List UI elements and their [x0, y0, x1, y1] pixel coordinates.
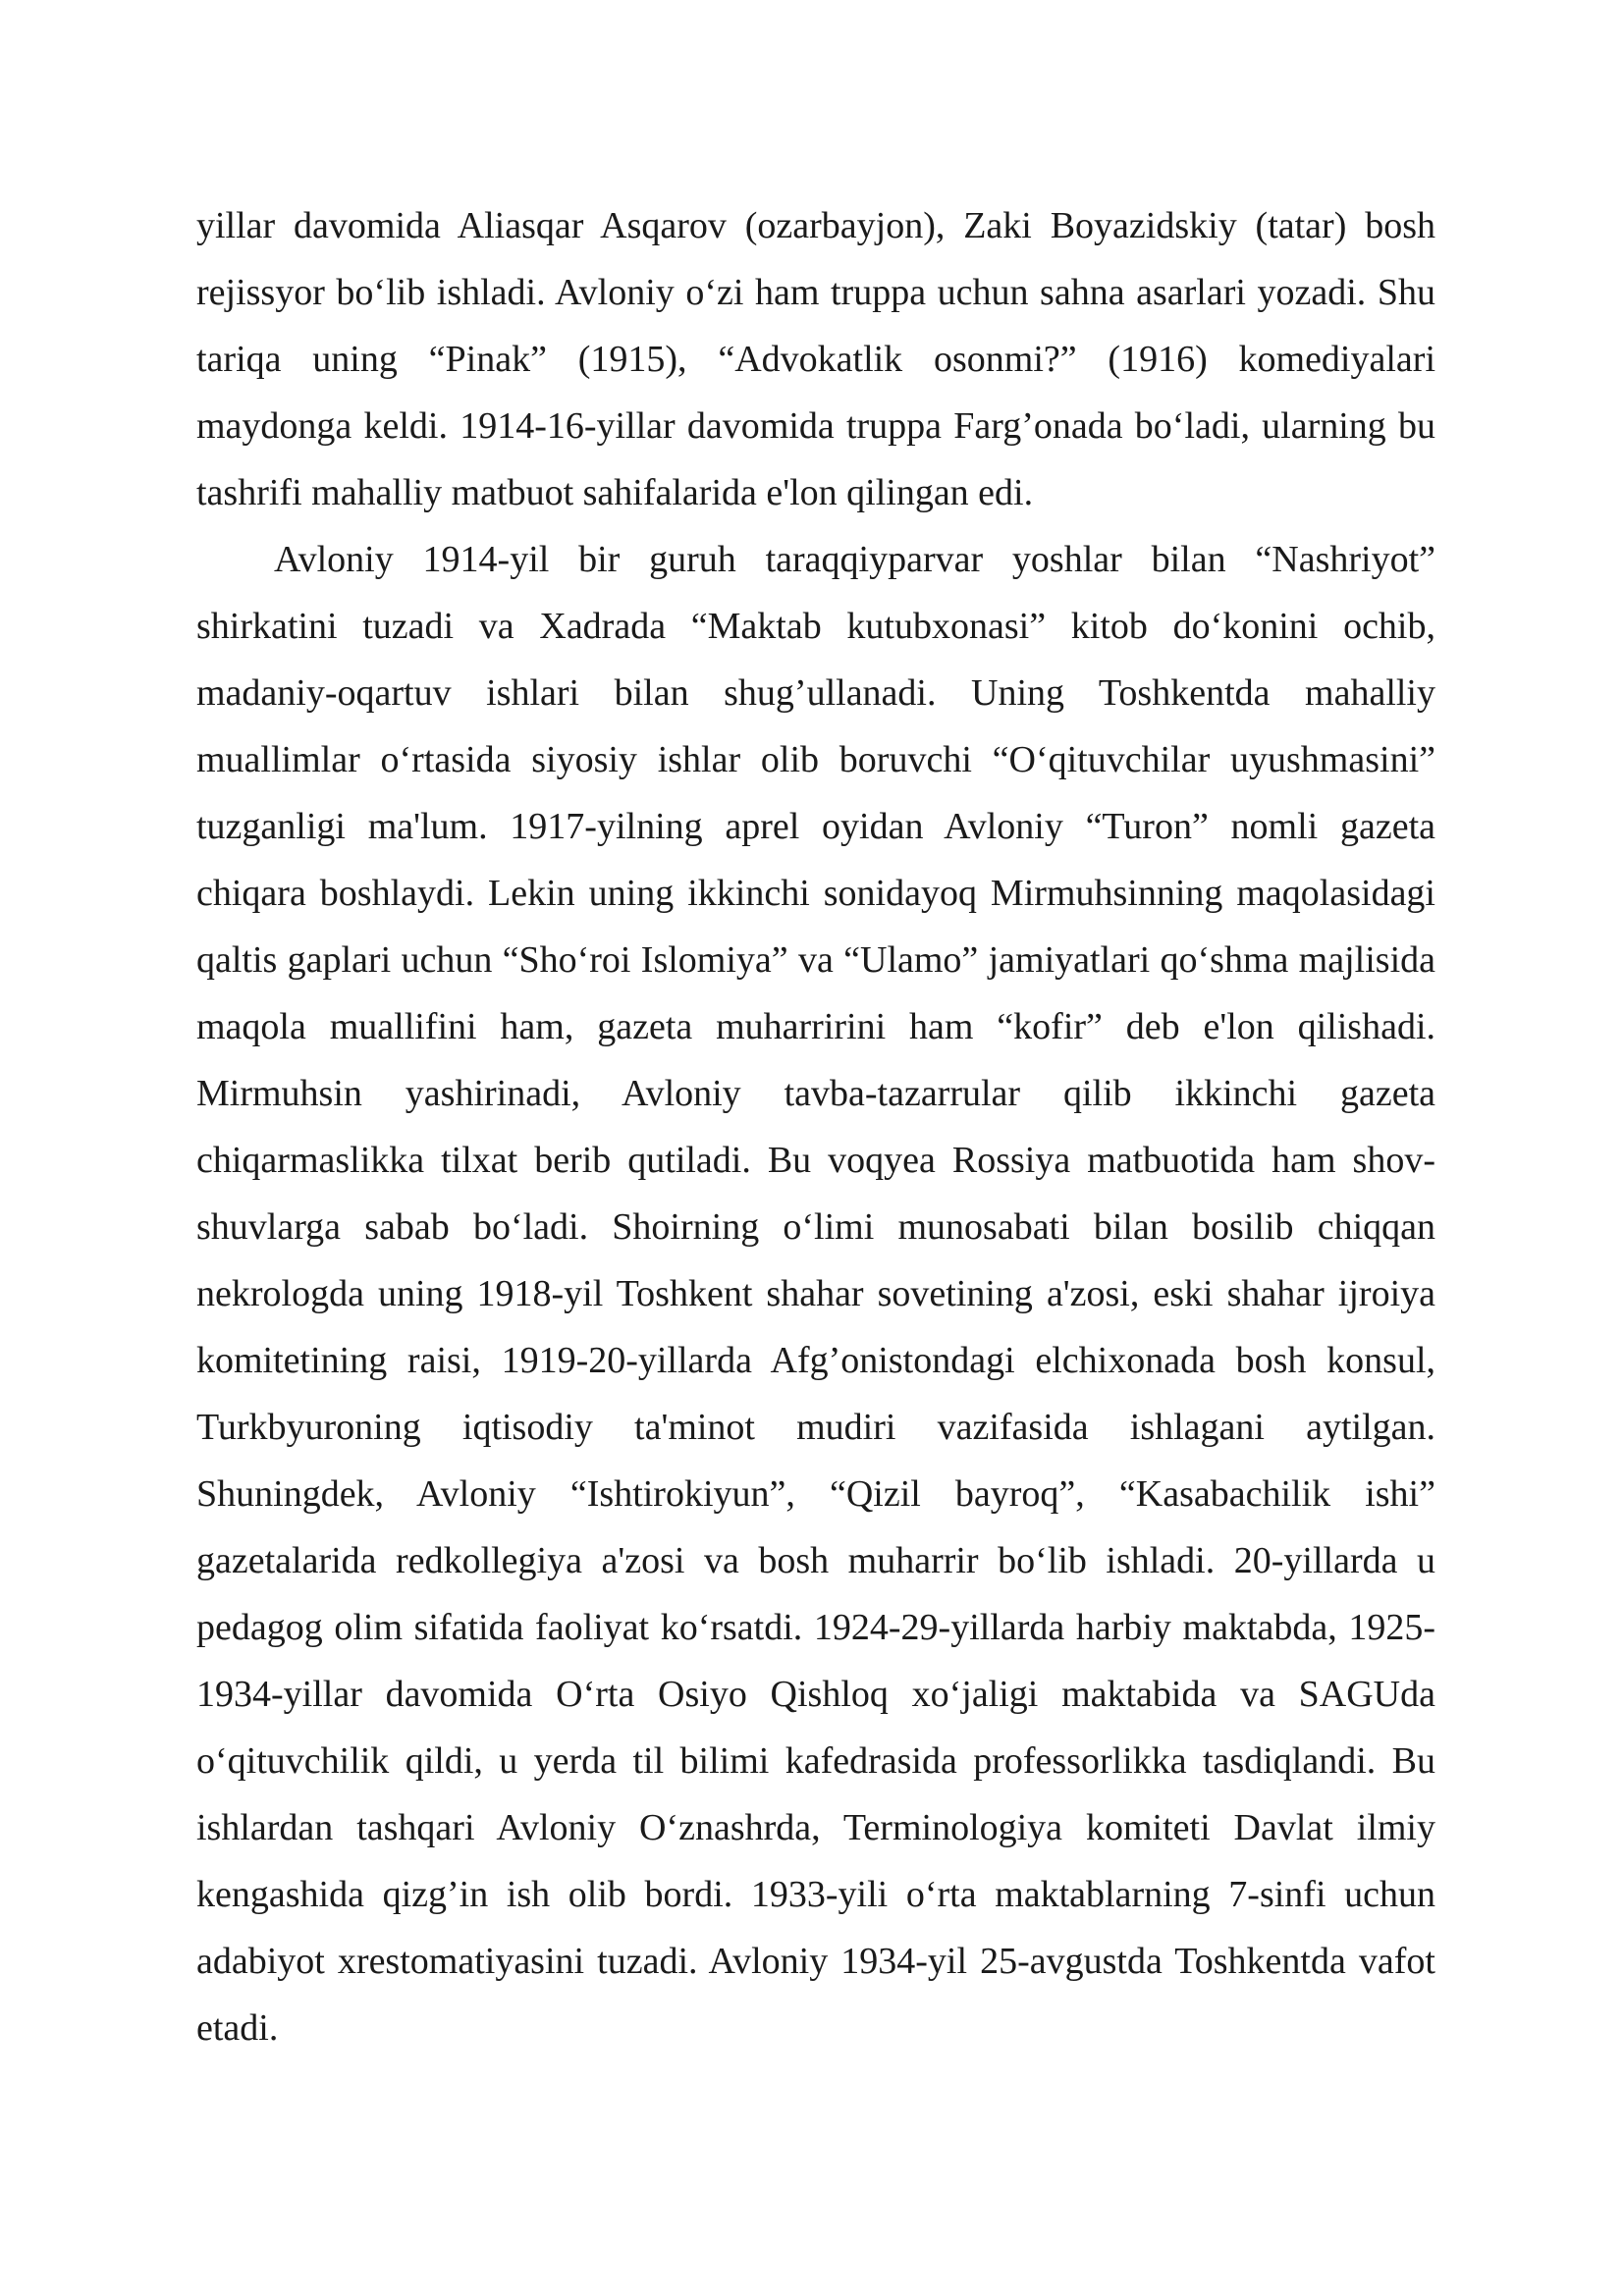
- paragraph-avloniy-1914: Avloniy 1914-yil bir guruh taraqqiyparvar yoshlar bilan “Nashriyot” shirkatini tuzadi va Xadrada “Maktab kutubxonasi” kitob do‘konini ochib, madaniy-oqartuv ishlari bilan shug’ullanadi. Uning Toshkentda mahalliy muallimlar o‘rtasida siyosiy ishlar olib boruvchi “O‘qituvchilar uyushmasini” tuzganligi ma'lum. 1917-yilning aprel oyidan Avloniy “Turon” nomli gazeta chiqara boshlaydi. Lekin uning ikkinchi sonidayoq Mirmuhsinning maqolasidagi qaltis gaplari uchun “Sho‘roi Islomiya” va “Ulamo” jamiyatlari qo‘shma majlisida maqola muallifini ham, gazeta muharririni ham “kofir” deb e'lon qilishadi. Mirmuhsin yashirinadi, Avloniy tavba-tazarrular qilib ikkinchi gazeta chiqarmaslikka tilxat berib qutiladi. Bu voqyea Rossiya matbuotida ham shov-shuvlarga sabab bo‘ladi. Shoirning o‘limi munosabati bilan bosilib chiqqan nekrologda uning 1918-yil Toshkent shahar sovetining a'zosi, eski shahar ijroiya komitetining raisi, 1919-20-yillarda Afg’onistondagi elchixonada bosh konsul, Turkbyuroning iqtisodiy ta'minot mudiri vazifasida ishlagani aytilgan. Shuningdek, Avloniy “Ishtirokiyun”, “Qizil bayroq”, “Kasabachilik ishi” gazetalarida redkollegiya a'zosi va bosh muharrir bo‘lib ishladi. 20-yillarda u pedagog olim sifatida faoliyat ko‘rsatdi. 1924-29-yillarda harbiy maktabda, 1925-1934-yillar davomida O‘rta Osiyo Qishloq xo‘jaligi maktabida va SAGUda o‘qituvchilik qildi, u yerda til bilimi kafedrasida professorlikka tasdiqlandi. Bu ishlardan tashqari Avloniy O‘znashrda, Terminologiya komiteti Davlat ilmiy kengashida qizg’in ish olib bordi. 1933-yili o‘rta maktablarning 7-sinfi uchun adabiyot xrestomatiyasini tuzadi. Avloniy 1934-yil 25-avgustda Toshkentda vafot etadi.: [196, 539, 1435, 2049]
- paragraph-continued: yillar davomida Aliasqar Asqarov (ozarbayjon), Zaki Boyazidskiy (tatar) bosh rejissyor bo‘lib ishladi. Avloniy o‘zi ham truppa uchun sahna asarlari yozadi. Shu tariqa uning “Pinak” (1915), “Advokatlik osonmi?” (1916) komediyalari maydonga keldi. 1914-16-yillar davomida truppa Farg’onada bo‘ladi, ularning bu tashrifi mahalliy matbuot sahifalarida e'lon qilingan edi.: [196, 205, 1435, 513]
- body-text: [196, 192, 1435, 2061]
